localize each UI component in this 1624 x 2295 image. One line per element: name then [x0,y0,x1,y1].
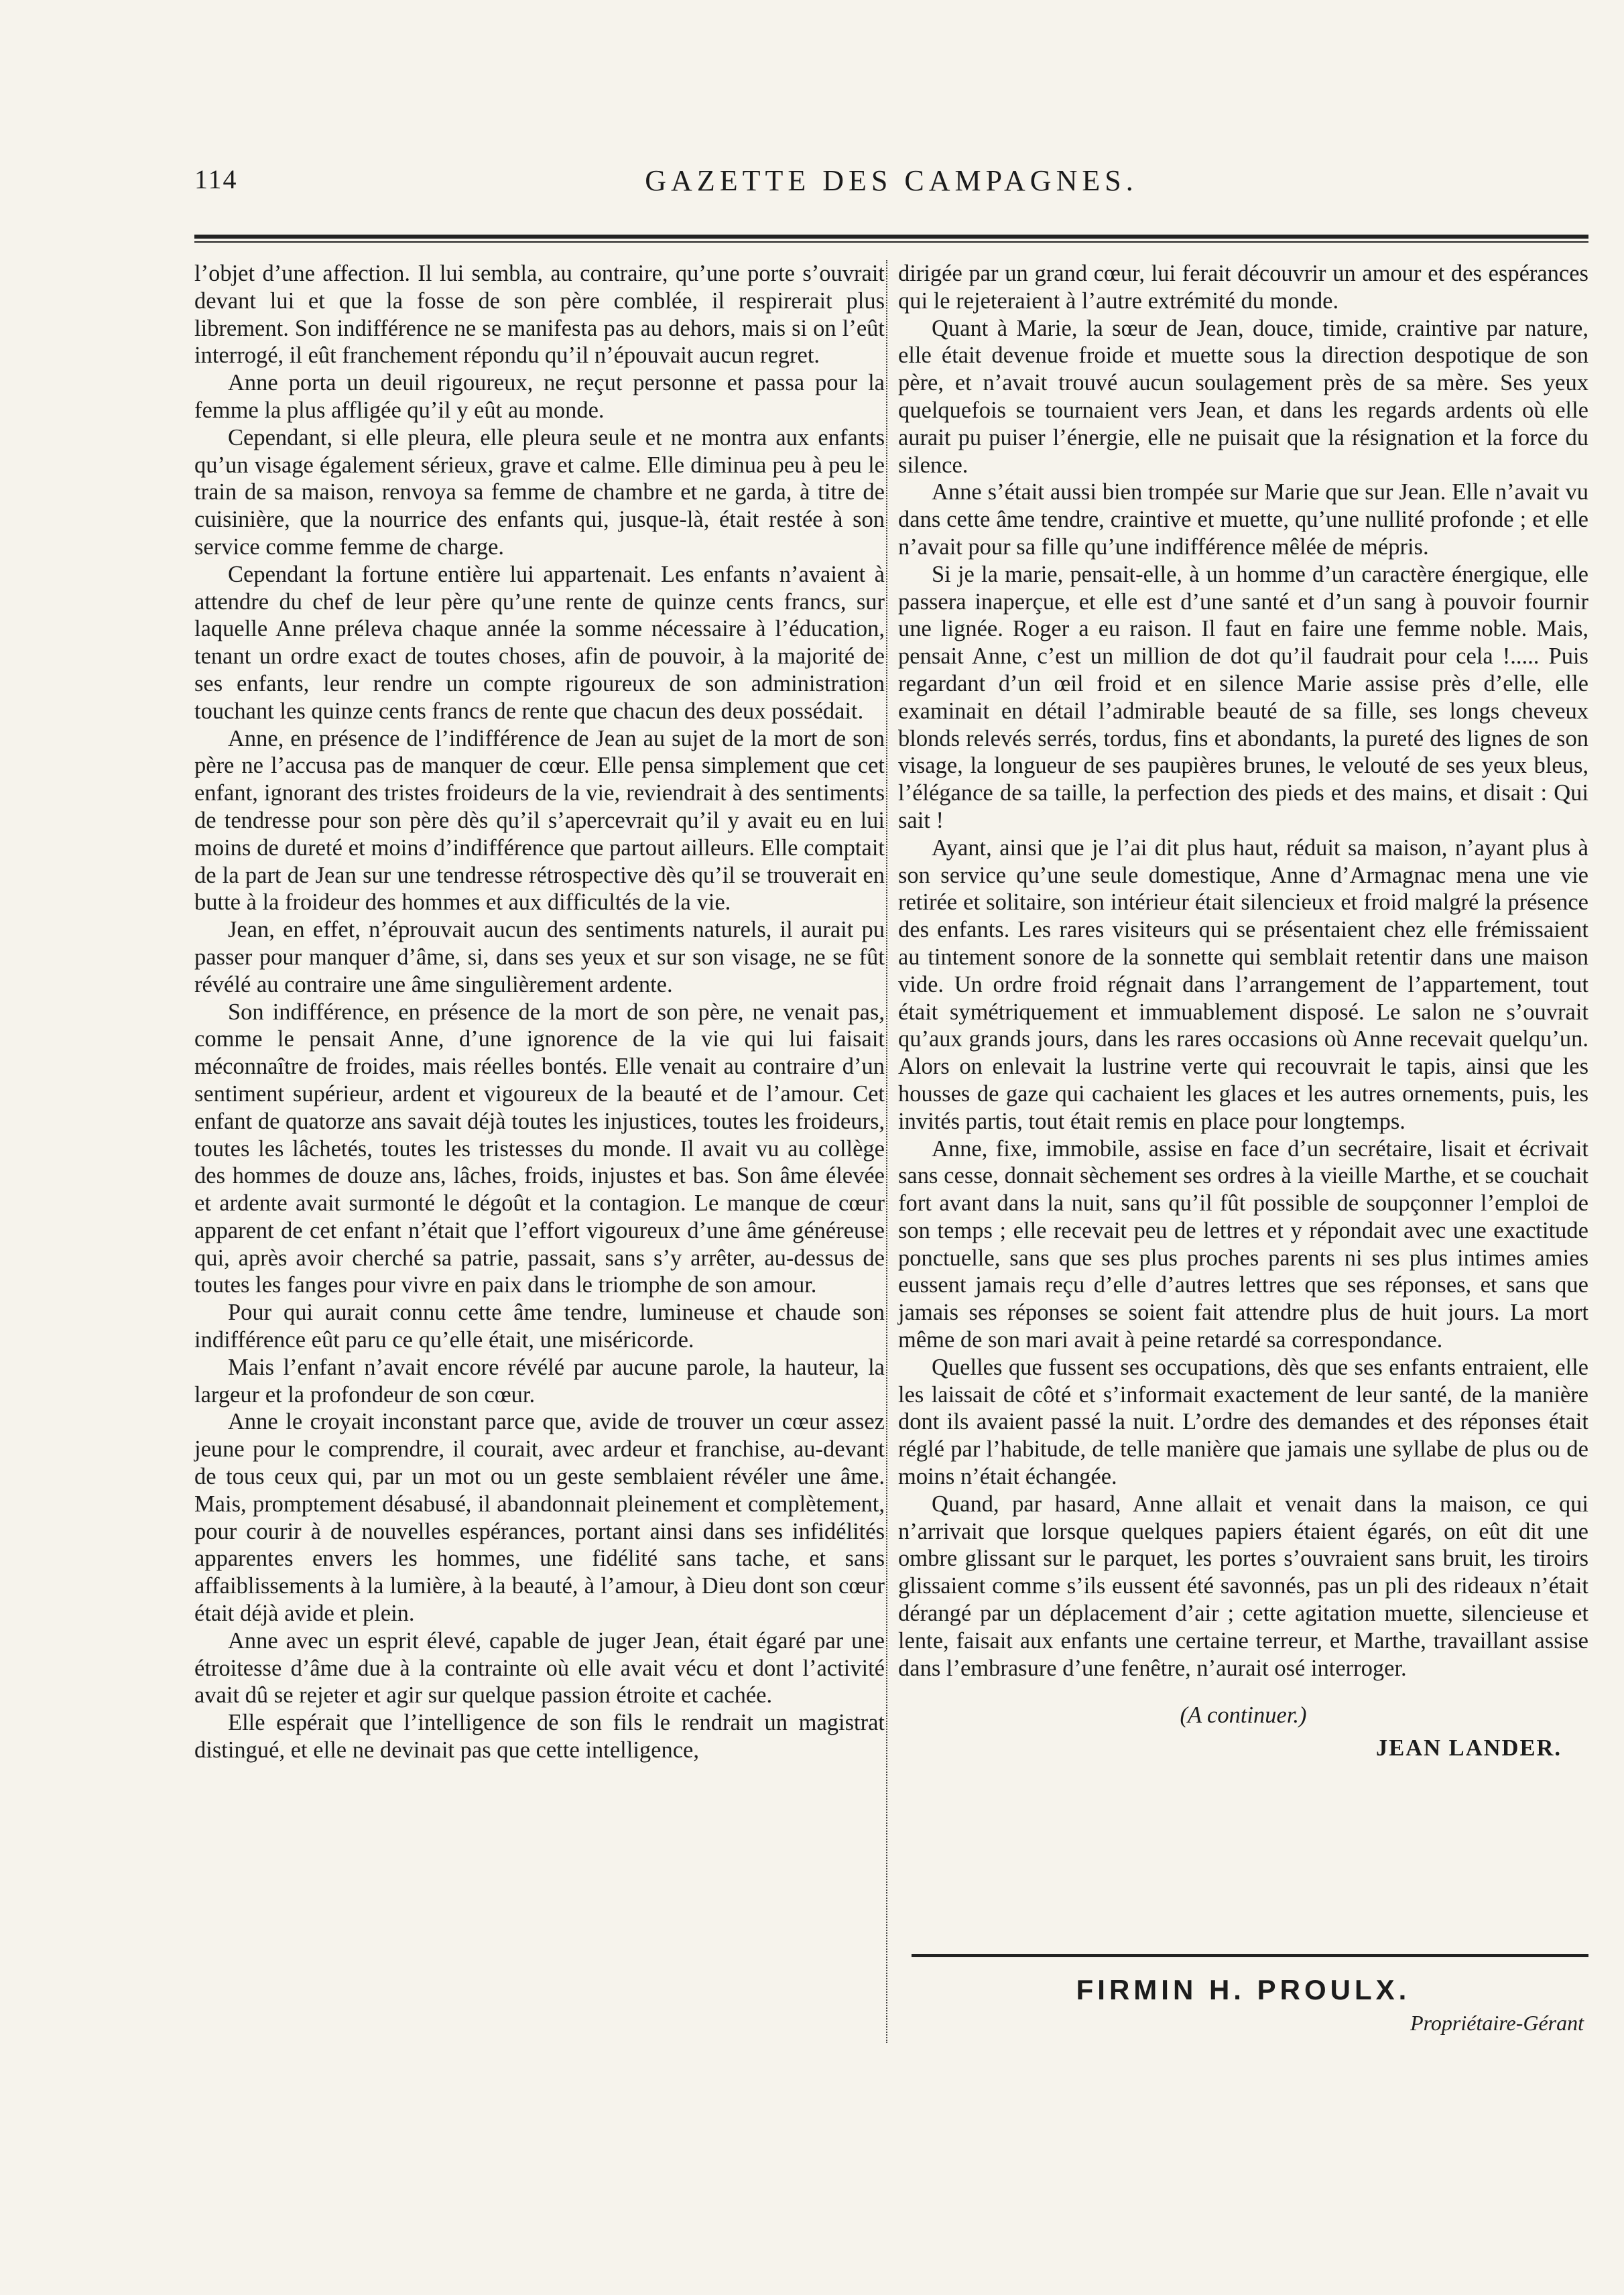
paragraph: Anne avec un esprit élevé, capable de juger Jean, était égaré par une étroitesse d’âme due à la contrainte où elle avait vécu et dont l’activité avait dû se rejeter et agir sur quelque passion étroite et cachée. [194,1627,885,1709]
paragraph: Pour qui aurait connu cette âme tendre, lumineuse et chaude son indifférence eût paru ce qu’elle était, une miséricorde. [194,1300,885,1353]
owner-name: FIRMIN H. PROULX. [1076,1974,1411,2005]
column-divider [886,260,887,2043]
right-column [898,260,1588,1842]
paragraph: Son indifférence, en présence de la mort de son père, ne venait pas, comme le pensait Anne, d’une ignorence de la vie qui lui faisait méconnaître de froides, mais réelles bontés. Elle venait au contraire d’un sentiment supérieur, ardent et vigoureux de la beauté et de l’amour. Cet enfant de quatorze ans savait déjà toutes les injustices, toutes les froideurs, toutes les lâchetés, toutes les tristesses du monde. Il avait vu au collège des hommes de douze ans, lâches, froids, injustes et bas. Son âme élevée et ardente avait surmonté le dégoût et la contagion. Le manque de cœur apparent de cet enfant n’était que l’effort vigoureux d’une âme généreuse qui, après avoir cherché sa patrie, passait, sans s’y arrêter, au-dessus de toutes les fanges pour vivre en paix dans le triomphe de son amour. [194,999,885,1298]
paragraph: Quelles que fussent ses occupations, dès que ses enfants entraient, elle les laissait de côté et s’informait exactement de leur santé, de la manière dont ils avaient passé la nuit. L’ordre des demandes et des réponses était réglé par l’habitude, de telle manière que jamais une syllabe de plus ou de moins n’était échangée. [898,1354,1588,1490]
gazette-title: GAZETTE DES CAMPAGNES. [645,164,1138,197]
paragraph: Anne, fixe, immobile, assise en face d’un secrétaire, lisait et écrivait sans cesse, donnait sèchement ses ordres à la vieille Marthe, et se couchait fort avant dans la nuit, sans qu’il fût possible de soupçonner l’emploi de son temps ; elle recevait peu de lettres et y répondait avec une exactitude ponctuelle, sans que ses plus proches parents ni ses plus intimes amies eussent jamais reçu d’elle d’autres lettres que ses réponses, et sans que jamais ses réponses se soient fait attendre plus de huit jours. La mort même de son mari avait à peine retardé sa correspondance. [898,1135,1588,1353]
owner-title: Propriétaire-Gérant [1410,2011,1584,2035]
paragraph: Anne, en présence de l’indifférence de Jean au sujet de la mort de son père ne l’accusa pas de manquer de cœur. Elle pensa simplement que cet enfant, ignorant des tristes froideurs de la vie, reviendrait à des sentiments de tendresse pour son père dès qu’il s’apercevrait qu’il y avait eu en lui moins de dureté et moins d’indifférence que partout ailleurs. Elle comptait de la part de Jean sur une tendresse rétrospective dès qu’il se trouverait en butte à la froideur des hommes et aux difficultés de la vie. [194,725,885,916]
paragraph: l’objet d’une affection. Il lui sembla, au contraire, qu’une porte s’ouvrait devant lui et que la fosse de son père comblée, il respirerait plus librement. Son indifférence ne se manifesta pas au dehors, mais si on l’eût interrogé, il eût franchement répondu qu’il n’épouvait aucun regret. [194,261,885,369]
paragraph: Anne porta un deuil rigoureux, ne reçut personne et passa pour la femme la plus affligée qu’il y eût au monde. [194,370,885,423]
end-rule [912,1954,1588,1957]
page-number: 114 [194,164,238,194]
page-header [194,164,1588,204]
paragraph: Si je la marie, pensait-elle, à un homme d’un caractère énergique, elle passera inaperçue, et elle est d’une santé et d’un sang à pouvoir fournir une lignée. Roger a eu raison. Il faut en faire une femme noble. Mais, pensait Anne, c’est un million de dot qu’il faudrait pour cela !..... Puis regardant d’un œil froid et en silence Marie assise près d’elle, elle examinait en détail l’admirable beauté de sa fille, ses longs cheveux blonds relevés serrés, tordus, fins et abondants, la pureté des lignes de son visage, la longueur de ses paupières brunes, le velouté de ses yeux bleus, l’élégance de sa taille, la perfection des pieds et des mains, et disait : Qui sait ! [898,561,1588,833]
paragraph: dirigée par un grand cœur, lui ferait découvrir un amour et des espérances qui le rejeteraient à l’autre extrémité du monde. [898,261,1588,314]
paragraph: Quant à Marie, la sœur de Jean, douce, timide, craintive par nature, elle était devenue froide et muette sous la direction despotique de son père, et n’avait trouvé aucun soulagement près de sa mère. Ses yeux quelquefois se tournaient vers Jean, et dans les regards ardents où elle aurait pu puiser l’énergie, elle ne puisait que la résignation et la force du silence. [898,315,1588,478]
paragraph: Quand, par hasard, Anne allait et venait dans la maison, ce qui n’arrivait que lorsque quelques papiers étaient égarés, on eût dit une ombre glissant sur le parquet, les portes s’ouvraient sans bruit, les tiroirs glissaient comme s’ils eussent été savonnés, pas un pli des rideaux n’était dérangé par un déplacement d’air ; cette agitation muette, silencieuse et lente, faisait aux enfants une certaine terreur, et Marthe, travaillant assise dans l’embrasure d’une fenêtre, n’aurait osé interroger. [898,1491,1588,1681]
paragraph: Elle espérait que l’intelligence de son fils le rendrait un magistrat distingué, et elle ne devinait pas que cette intelligence, [194,1710,885,1763]
paragraph: Ayant, ainsi que je l’ai dit plus haut, réduit sa maison, n’ayant plus à son service qu’une seule domestique, Anne d’Armagnac mena une vie retirée et solitaire, son intérieur était silencieux et froid malgré la présence des enfants. Les rares visiteurs qui se présentaient chez elle frémissaient au tintement sonore de la sonnette qui semblait retentir dans une maison vide. Un ordre froid régnait dans l’arrangement de l’appartement, tout était symétriquement et immuablement disposé. Le salon ne s’ouvrait qu’aux grands jours, dans les rares occasions où Anne recevait quelqu’un. Alors on enlevait la lustrine verte qui recouvrait le tapis, ainsi que les housses de gaze qui cachaient les glaces et les autres ornements, puis, les invités partis, tout était remis en place pour longtemps. [898,834,1588,1134]
paragraph: Anne s’était aussi bien trompée sur Marie que sur Jean. Elle n’avait vu dans cette âme tendre, craintive et muette, qu’une nullité profonde ; et elle n’avait pour sa fille qu’une indifférence mêlée de mépris. [898,479,1588,560]
paragraph: Cependant la fortune entière lui appartenait. Les enfants n’avaient à attendre du chef de leur père qu’une rente de quinze cents francs, sur laquelle Anne prélevа chaque année la somme nécessaire à l’éducation, tenant un ordre exact de toutes choses, afin de pouvoir, à la majorité de ses enfants, leur rendre un compte rigoureux de son administration touchant les quinze cents francs de rente que chacun des deux possédait. [194,561,885,724]
header-rule [194,235,1588,243]
paragraph: Anne le croyait inconstant parce que, avide de trouver un cœur assez jeune pour le comprendre, il courait, avec ardeur et franchise, au-devant de tous ceux qui, par un mot ou un geste semblaient révéler une âme. Mais, promptement désabusé, il abandonnait pleinement et complètement, pour courir à de nouvelles espérances, portant ainsi dans ses infidélités apparentes envers les hommes, une fidélité sans tache, et sans affaiblissements à la lumière, à la beauté, à l’amour, à Dieu dont son cœur était déjà avide et plein. [194,1409,885,1627]
to-be-continued: (A continuer.) [1180,1702,1307,1729]
paragraph: Jean, en effet, n’éprouvait aucun des sentiments naturels, il aurait pu passer pour manquer d’âme, si, dans ses yeux et sur son visage, ne se fût révélé au contraire une âme singulièrement ardente. [194,917,885,997]
paragraph: Cependant, si elle pleura, elle pleura seule et ne montra aux enfants qu’un visage également sérieux, grave et calme. Elle diminua peu à peu le train de sa maison, renvoya sa femme de chambre et ne garda, à titre de cuisinière, que la nourrice des enfants qui, jusque-là, était restée à son service comme femme de charge. [194,424,885,560]
paragraph: Mais l’enfant n’avait encore révélé par aucune parole, la hauteur, la largeur et la profondeur de son cœur. [194,1354,885,1408]
left-column [194,260,885,2043]
author-signature: JEAN LANDER. [1375,1735,1562,1761]
